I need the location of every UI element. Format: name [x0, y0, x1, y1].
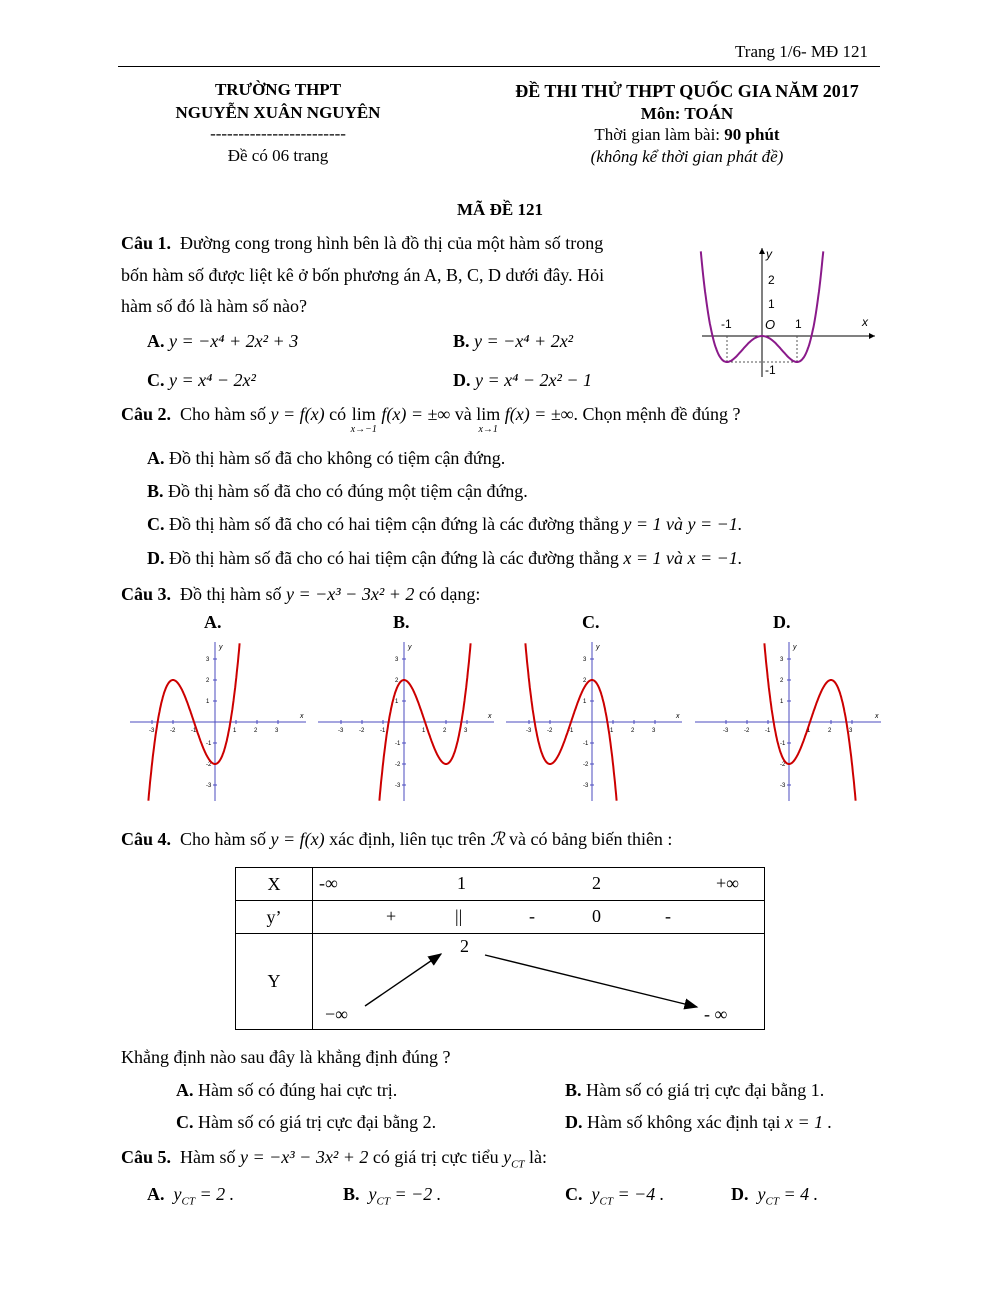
q4-option-text: Hàm số có giá trị cực đại bằng 2. [198, 1112, 437, 1132]
q2-option-c[interactable] [147, 514, 742, 535]
cell-x-values [313, 868, 765, 901]
yct-y: y [173, 1184, 182, 1204]
y-tick-label: 1 [206, 699, 210, 705]
yp-plus: + [386, 906, 397, 926]
y-label: y [596, 644, 600, 651]
y-tick-label: -1 [206, 741, 212, 747]
q2-option-text: Đồ thị hàm số đã cho không có tiệm cận đứng. [169, 448, 506, 468]
header-rule [118, 66, 880, 67]
y-tick-label: -2 [395, 762, 401, 768]
y-tick-label: -2 [583, 762, 589, 768]
q2-p3: và [454, 404, 472, 424]
y-tick-label: 3 [780, 657, 784, 663]
q5-option-val: = −2 . [394, 1184, 442, 1204]
q1-option-expr: y = −x⁴ + 2x² [474, 331, 574, 351]
q4-p2: xác định, liên tục trên [329, 829, 486, 849]
yct-y: y [503, 1147, 512, 1167]
q5-p3: là: [529, 1147, 548, 1167]
q5-option-key: D. [731, 1184, 749, 1204]
lim-word: lim [476, 404, 501, 424]
q1-option-key: A. [147, 331, 165, 351]
exam-title: ĐỀ THI THỬ THPT QUỐC GIA NĂM 2017 [515, 81, 859, 101]
q2-option-text: Đồ thị hàm số đã cho có hai tiệm cận đứng là các đường thẳng [169, 514, 619, 534]
y-tick-label: -3 [583, 783, 589, 789]
x-tick-label: 1 [422, 728, 426, 734]
y-tick-label: 2 [583, 678, 587, 684]
y-tick-label: 2 [206, 678, 210, 684]
q1-graph [697, 242, 880, 382]
x-tick-label: -2 [547, 728, 553, 734]
y-label: y [408, 644, 412, 651]
q4-label: Câu 4. [121, 829, 172, 849]
x-tick-label: 3 [849, 728, 853, 734]
y-val-top: 2 [460, 936, 469, 956]
q4-option-text: Hàm số có đúng hai cực trị. [198, 1080, 398, 1100]
y-val-left: −∞ [325, 1004, 348, 1024]
q1-tick-m1x: -1 [721, 317, 732, 331]
exam-code: MÃ ĐỀ 121 [457, 200, 543, 219]
cell-y-label: Y [236, 934, 313, 1030]
q3-expr: y = −x³ − 3x² + 2 [286, 584, 415, 604]
y-tick-label: 3 [395, 657, 399, 663]
q2-fx1: f(x) = ±∞ [381, 404, 451, 424]
arrow-up [365, 954, 441, 1006]
x-tick-label: 3 [464, 728, 468, 734]
time-note: (không kể thời gian phát đề) [590, 147, 784, 166]
q1-text3: hàm số đó là hàm số nào? [121, 296, 307, 316]
y-tick-label: -1 [780, 741, 786, 747]
q1-option-expr: y = −x⁴ + 2x² + 3 [169, 331, 299, 351]
q1-x-arrow-icon [869, 333, 875, 339]
q4-question: Khẳng định nào sau đây là khẳng định đúng ? [121, 1047, 451, 1067]
y-tick-label: -3 [395, 783, 401, 789]
q4-p3: và có bảng biến thiên : [508, 829, 673, 849]
y-label: y [219, 644, 223, 651]
q5-p1: Hàm số [180, 1147, 236, 1167]
q4-option-b[interactable] [565, 1080, 824, 1101]
yct-sub: CT [181, 1195, 195, 1208]
q5-option-val: = 4 . [783, 1184, 819, 1204]
q5-option-val: = 2 . [199, 1184, 235, 1204]
x-tick-label: 2 [443, 728, 447, 734]
table-row-x [236, 868, 765, 901]
q1-tick-1x: 1 [795, 317, 802, 331]
q5-option-b[interactable] [343, 1184, 441, 1208]
y-tick-label: 2 [780, 678, 784, 684]
time-value: 90 phút [724, 125, 780, 144]
q3-graph-b[interactable] [316, 638, 496, 803]
q5-p2: có giá trị cực tiểu [372, 1147, 499, 1167]
q3-graph-c[interactable] [504, 638, 684, 803]
x-tick-label: 3 [275, 728, 279, 734]
q1-label: Câu 1. [121, 233, 172, 253]
school-line1: TRƯỜNG THPT [214, 80, 342, 99]
q2-option-key: D. [147, 548, 165, 568]
q1-tick-2: 2 [768, 273, 775, 287]
q3-graph-label-d: D. [773, 612, 791, 632]
cell-x-label: X [236, 868, 313, 901]
q5-stem [121, 1147, 547, 1171]
x-label: x [875, 713, 879, 720]
q1-option-c[interactable] [147, 370, 256, 391]
yp-minus1: - [529, 906, 535, 926]
q5-option-d[interactable] [731, 1184, 818, 1208]
x-tick-label: 1 [233, 728, 237, 734]
y-tick-label: -2 [206, 762, 212, 768]
q5-option-key: B. [343, 1184, 360, 1204]
variation-table [235, 867, 765, 1030]
x-tick-label: 2 [828, 728, 832, 734]
q3-graph-label-a: A. [204, 612, 222, 632]
x-tick-label: 1 [610, 728, 614, 734]
lim-word: lim [351, 404, 376, 424]
q2-option-key: A. [147, 448, 165, 468]
q3-stem [121, 584, 480, 605]
q1-option-expr: y = x⁴ − 2x² − 1 [475, 370, 593, 390]
q4-option-key: C. [176, 1112, 194, 1132]
x-tick-label: -1 [765, 728, 771, 734]
time-prefix: Thời gian làm bài: [594, 125, 725, 144]
y-label: y [793, 644, 797, 651]
y-val-right: - ∞ [704, 1004, 728, 1024]
q2-f: y = f(x) [270, 404, 325, 424]
yct-sub: CT [765, 1195, 779, 1208]
q3-graph-label-c: C. [582, 612, 600, 632]
q4-option-key: D. [565, 1112, 583, 1132]
q5-option-a[interactable] [147, 1184, 234, 1208]
yp-zero: 0 [592, 906, 601, 926]
y-tick-label: -2 [780, 762, 786, 768]
q1-option-key: C. [147, 370, 165, 390]
y-tick-label: 1 [583, 699, 587, 705]
q2-option-key: C. [147, 514, 165, 534]
q4-p1: Cho hàm số [180, 829, 267, 849]
yp-minus2: - [665, 906, 671, 926]
q5-option-key: A. [147, 1184, 165, 1204]
yct-sub: CT [376, 1195, 390, 1208]
x-label: x [488, 713, 492, 720]
q2-p4: . Chọn mệnh đề đúng ? [573, 404, 741, 424]
q1-tick-m1y: -1 [765, 363, 776, 377]
yct-sub: CT [511, 1158, 525, 1171]
q1-origin: O [765, 317, 776, 332]
q5-expr: y = −x³ − 3x² + 2 [240, 1147, 369, 1167]
q2-p1: Cho hàm số [180, 404, 267, 424]
x-tick-label: -3 [338, 728, 344, 734]
x-tick-label: -1 [568, 728, 574, 734]
q1-option-a[interactable] [147, 331, 298, 352]
cell-y-values [313, 934, 765, 1030]
q4-option-d[interactable] [565, 1112, 832, 1133]
q5-option-c[interactable] [565, 1184, 664, 1208]
q1-option-d[interactable] [453, 370, 592, 391]
x-val-1: 1 [457, 873, 466, 893]
cell-yprime-values [313, 901, 765, 934]
y-tick-label: -1 [395, 741, 401, 747]
q2-option-a[interactable] [147, 448, 505, 469]
q5-yct [503, 1147, 525, 1171]
x-tick-label: 1 [807, 728, 811, 734]
q1-option-key: B. [453, 331, 470, 351]
q4-option-text: Hàm số không xác định tại [587, 1112, 781, 1132]
x-tick-label: -3 [526, 728, 532, 734]
y-tick-label: 1 [395, 699, 399, 705]
lim-sub: x→1 [478, 424, 498, 435]
q4-stem [121, 829, 672, 850]
q2-option-d[interactable] [147, 548, 742, 569]
yct-y: y [757, 1184, 766, 1204]
table-row-yprime [236, 901, 765, 934]
y-tick-label: 1 [780, 699, 784, 705]
y-tick-label: 3 [583, 657, 587, 663]
x-tick-label: -1 [191, 728, 197, 734]
yct-y: y [591, 1184, 600, 1204]
q4-option-c[interactable] [176, 1112, 436, 1133]
q3-p2: có dạng: [418, 584, 481, 604]
yct-sub: CT [599, 1195, 613, 1208]
q1-text1: Đường cong trong hình bên là đồ thị của một hàm số trong [180, 233, 604, 253]
q4-option-key: B. [565, 1080, 582, 1100]
q4-r: ℛ [490, 829, 505, 850]
q2-fx2: f(x) = ±∞ [504, 404, 574, 424]
q4-option-a[interactable] [176, 1080, 397, 1101]
variation-arrows [313, 934, 765, 1030]
x-tick-label: 2 [631, 728, 635, 734]
q1-option-expr: y = x⁴ − 2x² [169, 370, 256, 390]
q2-option-text: Đồ thị hàm số đã cho có đúng một tiệm cận đứng. [168, 481, 528, 501]
q1-x-label: x [862, 315, 868, 329]
lim-sub: x→−1 [350, 424, 377, 435]
x-val-2: 2 [592, 873, 601, 893]
x-tick-label: 3 [652, 728, 656, 734]
q5-label: Câu 5. [121, 1147, 172, 1167]
x-val-minf: -∞ [319, 873, 338, 893]
x-label: x [676, 713, 680, 720]
q4-f: y = f(x) [270, 829, 325, 849]
q2-option-key: B. [147, 481, 164, 501]
x-tick-label: -2 [744, 728, 750, 734]
q5-option-val: = −4 . [617, 1184, 665, 1204]
q2-lim2 [476, 404, 500, 435]
q3-graph-a[interactable] [128, 638, 308, 803]
arrow-down [485, 955, 697, 1007]
yct-y: y [368, 1184, 377, 1204]
q1-tick-1: 1 [768, 297, 775, 311]
y-tick-label: -3 [780, 783, 786, 789]
q1-text2: bốn hàm số được liệt kê ở bốn phương án A, B, C, D dưới đây. Hỏi [121, 265, 605, 285]
table-row-y [236, 934, 765, 1030]
y-tick-label: 2 [395, 678, 399, 684]
q1-y-label: y [766, 247, 772, 261]
q3-p1: Đồ thị hàm số [180, 584, 282, 604]
x-tick-label: -3 [149, 728, 155, 734]
q1-y-arrow-icon [759, 248, 765, 254]
page-count: Đề có 06 trang [227, 146, 329, 165]
q2-option-math: y = 1 và y = −1. [623, 514, 743, 534]
x-tick-label: -3 [723, 728, 729, 734]
q4-option-math: x = 1 . [784, 1112, 833, 1132]
y-tick-label: -3 [206, 783, 212, 789]
q1-option-key: D. [453, 370, 471, 390]
time-line [480, 125, 894, 145]
q2-option-math: x = 1 và x = −1. [623, 548, 743, 568]
q3-label: Câu 3. [121, 584, 172, 604]
x-tick-label: 2 [254, 728, 258, 734]
q1-line1 [121, 233, 603, 254]
x-tick-label: -2 [170, 728, 176, 734]
q3-graph-d[interactable] [693, 638, 883, 803]
q4-option-text: Hàm số có giá trị cực đại bằng 1. [586, 1080, 825, 1100]
x-tick-label: -1 [380, 728, 386, 734]
header-dashes: ------------------------ [210, 124, 346, 143]
q4-option-key: A. [176, 1080, 194, 1100]
q2-label: Câu 2. [121, 404, 172, 424]
x-val-pinf: +∞ [716, 873, 739, 893]
yp-undefined: || [455, 906, 463, 926]
q2-lim1 [351, 404, 377, 435]
q1-option-b[interactable] [453, 331, 573, 352]
q2-option-b[interactable] [147, 481, 528, 502]
q2-stem [121, 404, 741, 435]
subject: Môn: TOÁN [640, 104, 734, 123]
q3-graph-label-b: B. [393, 612, 410, 632]
q2-option-text: Đồ thị hàm số đã cho có hai tiệm cận đứng là các đường thẳng [169, 548, 619, 568]
q2-p2: có [329, 404, 347, 424]
y-tick-label: 3 [206, 657, 210, 663]
x-tick-label: -2 [359, 728, 365, 734]
q5-option-key: C. [565, 1184, 583, 1204]
school-line2: NGUYỄN XUÂN NGUYÊN [175, 103, 381, 122]
page-info: Trang 1/6- MĐ 121 [735, 42, 869, 61]
y-tick-label: -1 [583, 741, 589, 747]
x-label: x [300, 713, 304, 720]
cell-yprime-label: y’ [236, 901, 313, 934]
